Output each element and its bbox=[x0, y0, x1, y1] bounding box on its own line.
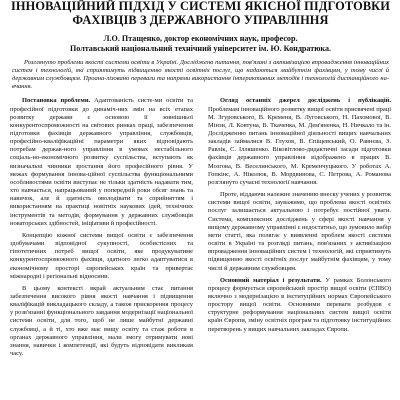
left-paragraph-1 bbox=[10, 97, 193, 228]
author-block bbox=[10, 34, 391, 54]
body-columns bbox=[10, 97, 391, 358]
left-column bbox=[10, 97, 193, 358]
abstract: Розглянуто проблеми якості системи освіти в Україні. Досліджено питання, пов'язані з активізацією впровадження інноваційних систем і технологій, які сприятимуть підвищенню якості освітніх послуг, що надаються майбутнім фахівцям, у тому числі й державним службовцям. Проана-лізовано переваги та напрями використання інтерактивних методів і технологій дистанційного на-вчання. bbox=[12, 59, 389, 91]
right-paragraph-3 bbox=[208, 277, 391, 334]
section-heading-review: Огляд останніх джерел досліджень і публікацій. bbox=[220, 97, 391, 105]
title-line-1: ІННОВАЦІЙНИЙ ПІДХІД У СИСТЕМІ ЯКІСНОЇ ПІДГОТОВКИ bbox=[10, 0, 391, 13]
author-name: Л.О. Птащенко, доктор економічних наук, професор. bbox=[103, 34, 298, 43]
left-paragraph-2: Концепцію кожної системи вищої освіти є забезпечення здобувачами відповідної сукупності, особистісних та гіпотетичних потреб вищої освіти, яке продукуватиме конкурентоспроможного фахівця, здатного легко адаптуватися в економічному просторі європейських країн та привертає міжнародні і регіональні відносини. bbox=[10, 231, 193, 280]
section-heading-results: Основний матеріал і результати. bbox=[220, 276, 322, 284]
right-column bbox=[208, 97, 391, 358]
right-paragraph-2: Проте, віддаючи належне значенню внеску учених у розвиток системи вищої освіти, зауважимо, що проблема якості освітніх послуг залишається актуальною і потребує постійної уваги. Система, комплексних досліджень у сфері якості навчання у вищому державному управлінні є недостатньо, що зумовило вибір мети статті, яка полягає у виявленні проблем якості системи освіти в Україні та розгляді питань, пов'язаних з активізацією впровадження інноваційних систем і технологій, які сприятимуть підвищенню якості освітніх послуг майбутнім фахівцям, у тому числі й державним службовцям. bbox=[208, 191, 391, 272]
left-paragraph-1-text: Адаптованість систе-ми освіти та професійної підготовки до динаміч-них змін на всіх етапах розвитку держави є основою її зовнішньої конкурентоспроможності на світових ринках праці, забезпечення підготовки фахівців державного управління, службовців, професійно-кваліфікаційні параметри яких відповідають потребам держав-ного управління в умовах нестабільного соціаль-но-економічного розвитку суспільства, вступають як визначальні чинники зростання його професійного рівня. У межах формування іннова-ційної суспільства функціональними особливостями освіти виступає не тільки здатність надавати тим, хто навчається, напрацьований у попередній роки обсяг знань та навичок, але й здатність оволодівати та сприйняттям і використанням на практиці новітніх наукових ідей, технічних інструментів та методів, формування у державних службовців новаторських здібностей, ініціативи й професійності. bbox=[10, 97, 194, 227]
right-paragraph-1 bbox=[208, 97, 391, 187]
author-affiliation: Полтавський національний технічний університет ім. Ю. Кондратюка. bbox=[69, 44, 332, 53]
right-paragraph-3-text: У рамках Болонського процесу формується європейський простір вищої освіти (ЄПВО) включно з модернізацією в інституційних нормах Європейського простору вищої освіти. Основними переваги розбудов є структурне реформування національних систем вищої освіти країн Європи, зміну освітніх програм та підготовку інституційних перетворень у вищих навчальних закладах Європи. bbox=[208, 276, 391, 333]
title-line-2: ФАХІВЦІВ З ДЕРЖАВНОГО УПРАВЛІННЯ bbox=[72, 12, 329, 27]
left-paragraph-3: В цьому контексті вкрай актуальним стає питання забезпечення високого рівня якості навчання і підвищення кваліфікацій викладацького складу, а також прискорення процесу у розв'язанні функціонального завдання модернізації національної системи освіти, для того, щоб не лише майбутні державні службовці, а й ті, хто вже має вищу освіту та стаж роботи в органах державного управління, мали змогу отримувати нові знання, навички і компетенції, які будуть відповідати викликам часу. bbox=[10, 284, 193, 358]
right-paragraph-1-text: Проблемам інноваційного розвитку вищої освіти присвячені праці М. Згуровського, В. Кременя, В. Луговського, Н. Пахомової, В. Мінзи, Л. Ковтуна, В. Ткаченка, М. Дем'яненка, Н. Ничкало та ін. Дослідженню питань інноваційної діяльності вищих навчальних закладів займалися В. Глухов, В. Єпіщевський, О. Равнєва, З. Равлік, С. Ілляшенко. Віковітлово-дидактичні засади підготовки фахівців державного управління відображено в працях В. Мозгова, В. Веселинського, М. Кременчуцького. У роботах А. Гопкінс, А. Ніколюк, В. Мордвинова, С. Петрова, А. Романова розглянуто сучасні технології навчання. bbox=[208, 105, 391, 186]
article-title bbox=[10, 0, 391, 27]
section-heading-problem: Постановка проблеми. bbox=[22, 97, 91, 105]
